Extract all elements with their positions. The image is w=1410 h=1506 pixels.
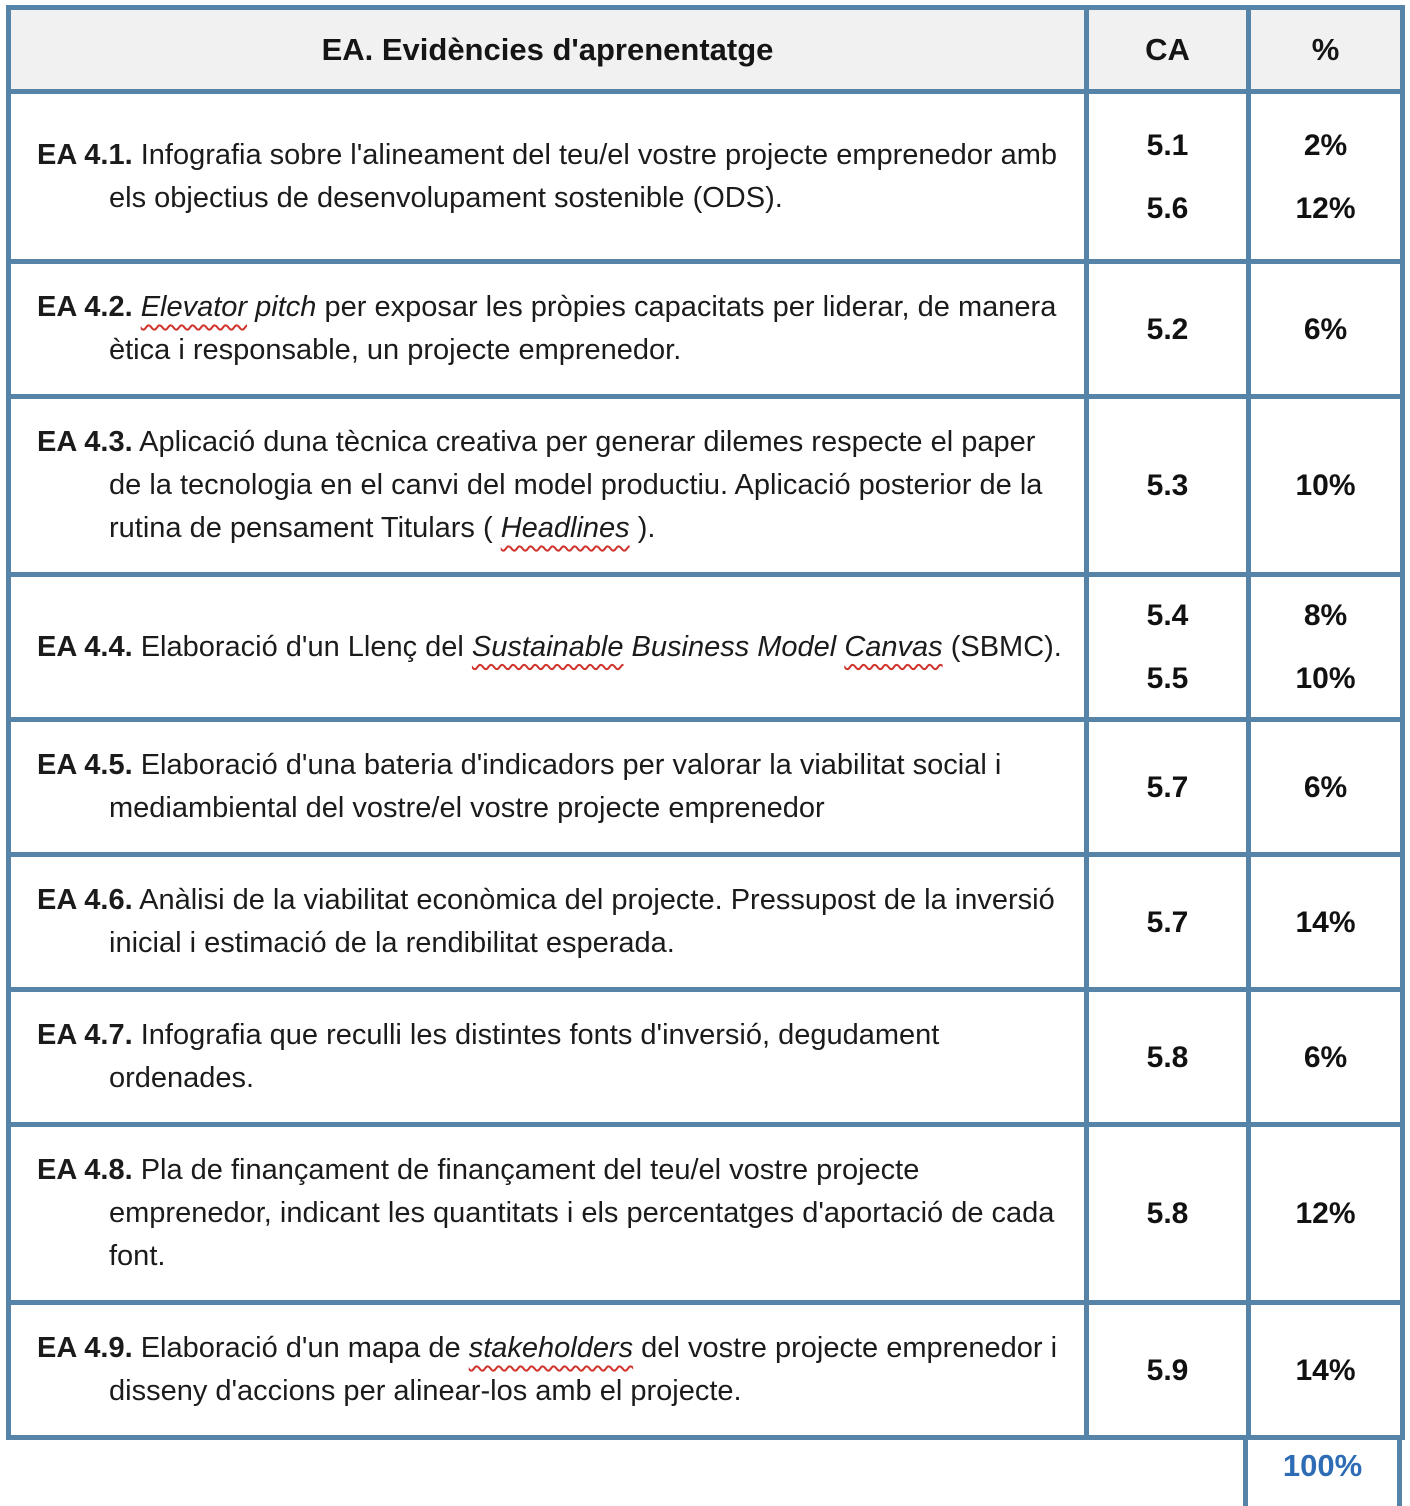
evidence-text	[37, 286, 1066, 372]
pct-cell	[1249, 720, 1403, 855]
evidence-label: EA 4.4.	[37, 630, 133, 663]
table-row	[9, 1303, 1403, 1438]
text-segment: Infografia sobre l'alineament del teu/el vostre projecte emprenedor amb els objectius de desenvolupament sostenible (ODS).	[109, 138, 1058, 214]
header-pct: %	[1249, 8, 1403, 92]
table-row	[9, 1125, 1403, 1303]
evidence-cell	[9, 262, 1087, 397]
header-evidence: EA. Evidències d'aprenentatge	[9, 8, 1087, 92]
misspelled-term: Canvas	[844, 630, 943, 663]
misspelled-term: Headlines	[500, 512, 630, 544]
header-ca: CA	[1087, 8, 1249, 92]
ca-cell-values	[1093, 1197, 1242, 1230]
ca-value: 5.6	[1146, 191, 1189, 225]
ca-value: 5.7	[1146, 770, 1189, 804]
ca-value: 5.4	[1146, 599, 1189, 632]
ca-cell-values	[1093, 771, 1242, 804]
evidence-cell	[9, 720, 1087, 855]
total-cell	[1243, 1435, 1402, 1506]
evidence-label: EA 4.7.	[37, 1019, 133, 1051]
pct-cell-values	[1255, 469, 1396, 502]
ca-cell	[1087, 1125, 1249, 1303]
pct-cell-values	[1255, 1041, 1396, 1074]
pct-cell	[1249, 397, 1403, 575]
text-segment: Elaboració d'un mapa de	[140, 1332, 469, 1364]
ca-value: 5.8	[1146, 1040, 1189, 1074]
ca-cell-values	[1093, 906, 1242, 939]
pct-cell-values	[1255, 599, 1396, 695]
pct-cell	[1249, 262, 1403, 397]
ca-cell-values	[1093, 1041, 1242, 1074]
ca-cell-values	[1093, 599, 1242, 695]
evidence-label: EA 4.8.	[37, 1154, 133, 1186]
evidence-cell	[9, 1125, 1087, 1303]
misspelled-term: stakeholders	[468, 1332, 634, 1364]
ca-cell	[1087, 575, 1249, 720]
evidence-text	[37, 626, 1066, 669]
evidence-label: EA 4.6.	[37, 884, 133, 916]
evidence-cell	[9, 990, 1087, 1125]
table-row	[9, 720, 1403, 855]
evidence-label: EA 4.1.	[37, 138, 133, 171]
text-segment: Business Model	[623, 630, 845, 663]
evidence-text	[37, 421, 1066, 550]
pct-cell	[1249, 855, 1403, 990]
text-segment: Anàlisi de la viabilitat econòmica del projecte. Pressupost de la inversió inicial i estimació de la rendibilitat esperada.	[109, 884, 1055, 959]
ca-cell-values	[1093, 1354, 1242, 1387]
pct-cell	[1249, 990, 1403, 1125]
evidence-cell	[9, 397, 1087, 575]
ca-value: 5.5	[1146, 662, 1189, 695]
evidence-text	[37, 879, 1066, 965]
pct-cell	[1249, 1303, 1403, 1438]
pct-value: 6%	[1303, 312, 1348, 346]
table-row	[9, 92, 1403, 262]
ca-cell	[1087, 990, 1249, 1125]
evidence-label: EA 4.2.	[37, 291, 133, 323]
ca-cell-values	[1093, 313, 1242, 346]
evidence-cell	[9, 1303, 1087, 1438]
ca-value: 5.1	[1146, 128, 1189, 162]
evidence-text	[37, 1149, 1066, 1278]
text-segment: Infografia que reculli les distintes fonts d'inversió, degudament ordenades.	[109, 1019, 940, 1094]
misspelled-term: Sustainable	[471, 630, 624, 663]
pct-value: 10%	[1295, 469, 1356, 502]
table-header	[9, 8, 1403, 92]
ca-cell	[1087, 855, 1249, 990]
ca-value: 5.7	[1146, 905, 1189, 939]
table-row	[9, 397, 1403, 575]
text-segment: pitch	[247, 291, 317, 323]
text-segment: Pla de finançament de finançament del teu/el vostre projecte emprenedor, indicant les quantitats i els percentatges d'aportació de cada font.	[109, 1154, 1055, 1272]
ca-cell	[1087, 720, 1249, 855]
evidence-text	[37, 134, 1066, 220]
pct-cell-values	[1255, 129, 1396, 225]
pct-value: 6%	[1303, 770, 1348, 804]
evidence-label: EA 4.5.	[37, 749, 133, 781]
pct-value: 12%	[1295, 1197, 1356, 1230]
ca-cell-values	[1093, 129, 1242, 225]
pct-value: 2%	[1303, 128, 1348, 162]
ca-value: 5.9	[1146, 1353, 1189, 1387]
text-segment: del vostre projecte emprenedor i disseny d'accions per alinear-los amb el projecte.	[109, 1332, 1058, 1407]
pct-cell-values	[1255, 771, 1396, 804]
ca-cell	[1087, 1303, 1249, 1438]
table-row	[9, 990, 1403, 1125]
text-segment: Elaboració d'un Llenç del	[140, 630, 472, 663]
pct-cell-values	[1255, 1354, 1396, 1387]
pct-value: 14%	[1295, 905, 1356, 939]
evidence-text	[37, 1014, 1066, 1100]
pct-cell	[1249, 575, 1403, 720]
pct-cell-values	[1255, 1197, 1396, 1230]
table-row	[9, 855, 1403, 990]
pct-cell-values	[1255, 906, 1396, 939]
evidence-text	[37, 1327, 1066, 1413]
ca-cell-values	[1093, 469, 1242, 502]
table-body	[9, 92, 1403, 1438]
ca-cell	[1087, 262, 1249, 397]
pct-cell	[1249, 92, 1403, 262]
evidence-cell	[9, 855, 1087, 990]
pct-value: 14%	[1295, 1353, 1356, 1387]
text-segment: Aplicació duna tècnica creativa per generar dilemes respecte el paper de la tecnologia en el canvi del model productiu. Aplicació posterior de la rutina de pensament Titulars (	[109, 426, 1043, 544]
table-row	[9, 575, 1403, 720]
pct-value: 8%	[1303, 599, 1348, 632]
ca-value: 5.3	[1146, 469, 1189, 502]
text-segment: per exposar les pròpies capacitats per liderar, de manera ètica i responsable, un projecte emprenedor.	[109, 291, 1057, 366]
ca-value: 5.2	[1146, 312, 1189, 346]
pct-cell-values	[1255, 313, 1396, 346]
header-row	[9, 8, 1403, 92]
evidence-table	[6, 5, 1405, 1440]
ca-value: 5.8	[1146, 1197, 1189, 1230]
misspelled-term: Elevator	[140, 291, 248, 323]
evidence-text	[37, 744, 1066, 830]
text-segment: (SBMC).	[942, 630, 1062, 663]
evidence-cell	[9, 92, 1087, 262]
text-segment: Elaboració d'una bateria d'indicadors per valorar la viabilitat social i mediambiental del vostre/el vostre projecte emprenedor	[109, 749, 1002, 824]
evidence-label: EA 4.9.	[37, 1332, 133, 1364]
evidence-cell	[9, 575, 1087, 720]
table-row	[9, 262, 1403, 397]
ca-cell	[1087, 92, 1249, 262]
pct-cell	[1249, 1125, 1403, 1303]
total-value: 100%	[1282, 1448, 1363, 1483]
pct-value: 6%	[1303, 1040, 1348, 1074]
pct-value: 10%	[1295, 662, 1356, 695]
evidence-label: EA 4.3.	[37, 426, 133, 458]
pct-value: 12%	[1295, 191, 1356, 225]
text-segment: ).	[629, 512, 656, 544]
ca-cell	[1087, 397, 1249, 575]
